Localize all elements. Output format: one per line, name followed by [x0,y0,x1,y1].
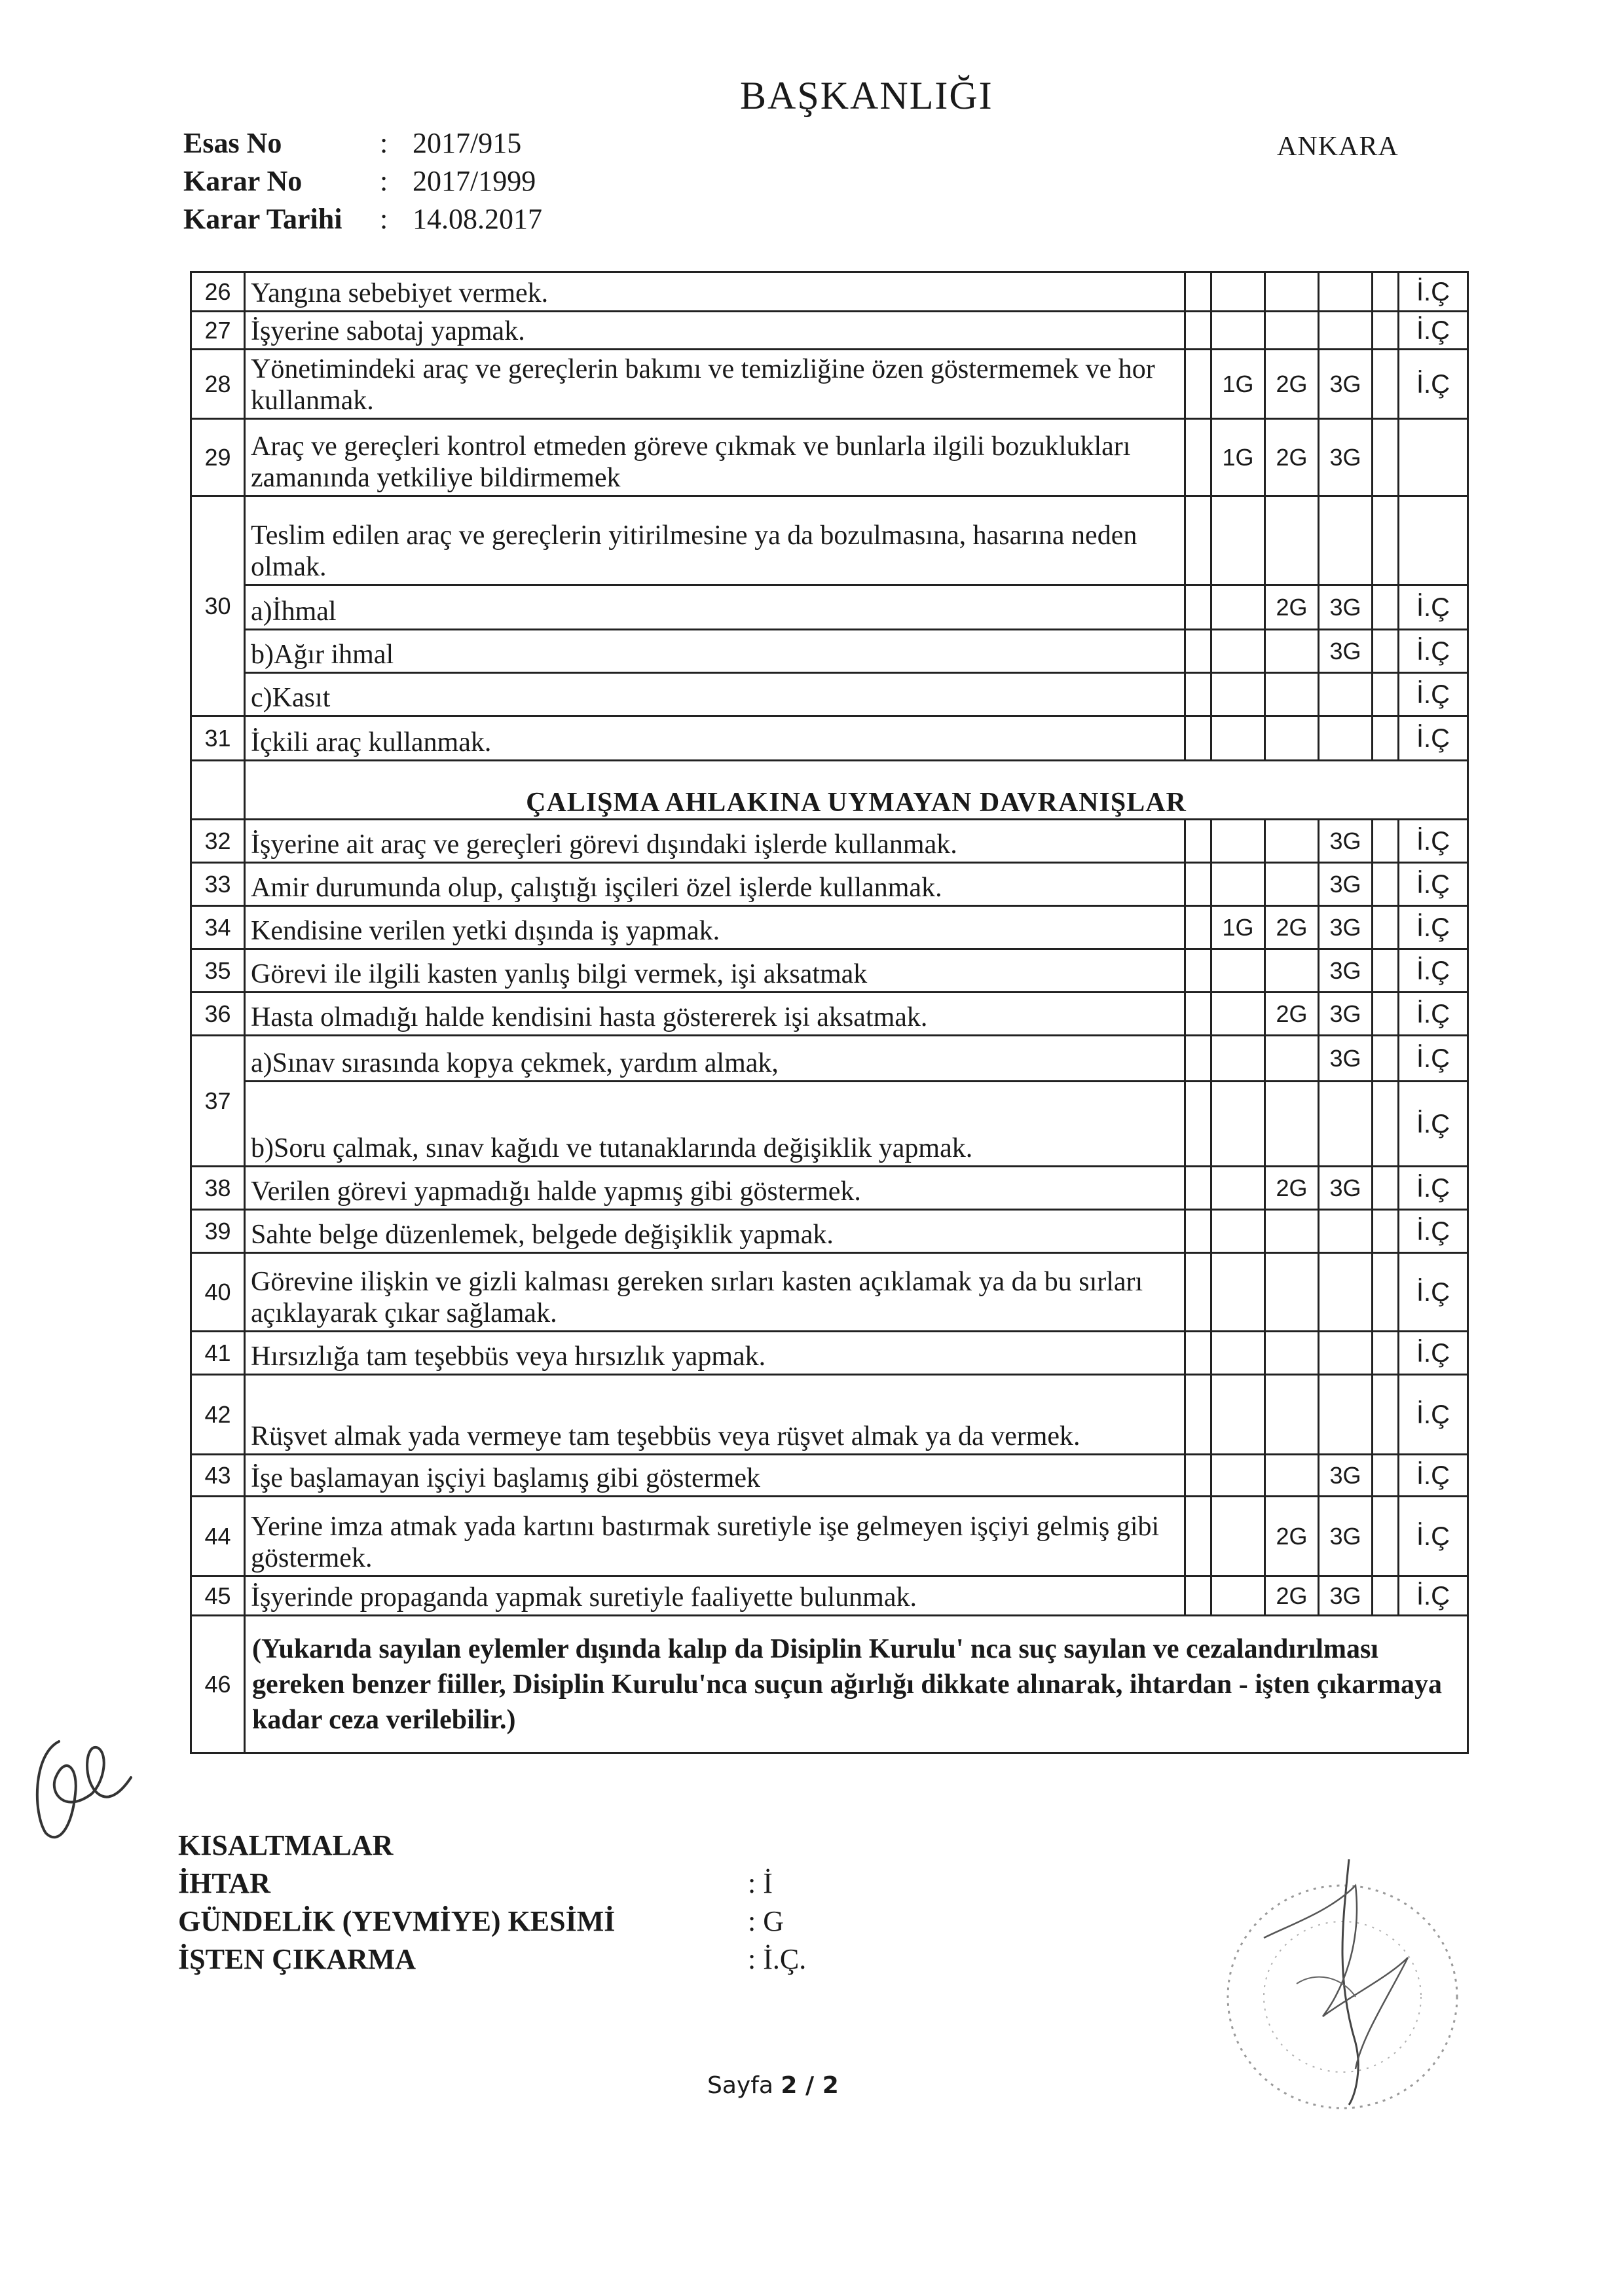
row-text: Yangına sebebiyet vermek. [245,272,1185,312]
empty-cell [1399,496,1468,585]
penalty-dismissal: İ.Ç [1399,1375,1468,1455]
empty-cell [1185,1082,1211,1167]
case-number-label: Esas No [183,127,282,159]
penalty-1g: 1G [1211,350,1265,419]
empty-cell [1211,1210,1265,1253]
case-number-value: 2017/915 [413,127,522,159]
row-text: İşyerine ait araç ve gereçleri görevi dışındaki işlerde kullanmak. [245,820,1185,863]
empty-cell [1185,419,1211,496]
decision-date-colon: : [380,203,388,235]
penalty-3g: 3G [1319,1167,1373,1210]
penalty-2g [1265,312,1319,350]
row-number: 44 [191,1497,245,1576]
row-subitem-text: a)Sınav sırasında kopya çekmek, yardım almak, [245,1036,1185,1082]
empty-cell [1265,1036,1319,1082]
penalty-2g: 2G [1265,1497,1319,1576]
table-row [191,1455,1468,1497]
row-subitem-text: c)Kasıt [245,673,1185,716]
page-current: 2 [781,2072,798,2099]
page-total: 2 [822,2072,839,2099]
table-row [191,1253,1468,1332]
penalty-2g: 2G [1265,1167,1319,1210]
handwritten-initials-signature [20,1715,151,1859]
abbreviation-term: İHTAR [178,1867,270,1899]
decision-date-row [183,200,542,238]
penalty-dismissal: İ.Ç [1399,350,1468,419]
penalty-dismissal: İ.Ç [1399,716,1468,761]
table-row [191,1616,1468,1753]
row-number: 33 [191,863,245,906]
empty-cell [1265,673,1319,716]
row-number: 45 [191,1576,245,1616]
penalty-dismissal: İ.Ç [1399,630,1468,673]
empty-cell [1211,1082,1265,1167]
penalty-3g: 3G [1319,630,1373,673]
penalty-dismissal: İ.Ç [1399,906,1468,949]
table-row [191,993,1468,1036]
empty-cell [1185,1210,1211,1253]
abbreviation-row [178,1903,806,1941]
penalty-dismissal: İ.Ç [1399,1036,1468,1082]
penalty-1g: 1G [1211,419,1265,496]
table-row [191,630,1468,673]
case-info [183,124,542,238]
penalty-3g: 3G [1319,1036,1373,1082]
penalty-3g: 3G [1319,993,1373,1036]
empty-cell [1265,630,1319,673]
row-number: 37 [191,1036,245,1167]
penalty-dismissal: İ.Ç [1399,673,1468,716]
empty-cell [1265,716,1319,761]
penalty-2g: 2G [1265,993,1319,1036]
penalty-dismissal: İ.Ç [1399,1332,1468,1375]
table-row [191,820,1468,863]
empty-cell [1211,716,1265,761]
empty-cell [1373,630,1399,673]
empty-cell [1185,1167,1211,1210]
empty-cell [1185,863,1211,906]
penalty-3g: 3G [1319,863,1373,906]
empty-cell [1265,949,1319,993]
row-text: Hırsızlığa tam teşebbüs veya hırsızlık yapmak. [245,1332,1185,1375]
empty-cell [1185,1497,1211,1576]
row-text: Teslim edilen araç ve gereçlerin yitirilmesine ya da bozulmasına, hasarına neden olmak. [245,496,1185,585]
abbreviation-value: : İ [748,1867,773,1899]
row-text: Görevine ilişkin ve gizli kalması gereken sırları kasten açıklamak ya da bu sırları açıklayarak çıkar sağlamak. [245,1253,1185,1332]
empty-cell [1373,1253,1399,1332]
penalty-table [190,271,1469,1754]
empty-cell [1319,1375,1373,1455]
empty-cell [1319,1082,1373,1167]
page-separator: / [797,2072,822,2099]
row-text: Sahte belge düzenlemek, belgede değişiklik yapmak. [245,1210,1185,1253]
row-text: Verilen görevi yapmadığı halde yapmış gibi göstermek. [245,1167,1185,1210]
penalty-dismissal: İ.Ç [1399,993,1468,1036]
table-row [191,1332,1468,1375]
table-row [191,1375,1468,1455]
table-row [191,496,1468,585]
abbreviation-term: GÜNDELİK (YEVMİYE) KESİMİ [178,1905,616,1937]
penalty-3g: 3G [1319,585,1373,630]
empty-cell [1319,673,1373,716]
table-row [191,1210,1468,1253]
decision-number-row [183,162,542,200]
empty-cell [1373,496,1399,585]
row-number: 42 [191,1375,245,1455]
empty-cell [1211,496,1265,585]
abbreviation-value: : G [748,1905,784,1937]
table-row [191,419,1468,496]
empty-cell [1211,630,1265,673]
empty-cell [1373,1036,1399,1082]
row-number: 34 [191,906,245,949]
empty-cell [1373,312,1399,350]
abbreviation-row [178,1865,806,1903]
row-text: İşe başlamayan işçiyi başlamış gibi göstermek [245,1455,1185,1497]
empty-cell [1185,1455,1211,1497]
decision-number-colon: : [380,165,388,197]
empty-cell [1211,863,1265,906]
empty-cell [1373,350,1399,419]
row-number: 28 [191,350,245,419]
empty-cell [1373,949,1399,993]
empty-cell [1373,1332,1399,1375]
empty-cell [1373,1375,1399,1455]
table-row [191,585,1468,630]
decision-number-label: Karar No [183,165,303,197]
row-text: Amir durumunda olup, çalıştığı işçileri özel işlerde kullanmak. [245,863,1185,906]
empty-cell [1373,1210,1399,1253]
section-heading: ÇALIŞMA AHLAKINA UYMAYAN DAVRANIŞLAR [245,761,1468,820]
row-number: 35 [191,949,245,993]
decision-date-label: Karar Tarihi [183,203,342,235]
row-subitem-text: b)Soru çalmak, sınav kağıdı ve tutanaklarında değişiklik yapmak. [245,1082,1185,1167]
row-text: Yerine imza atmak yada kartını bastırmak suretiyle işe gelmeyen işçiyi gelmiş gibi göstermek. [245,1497,1185,1576]
penalty-3g: 3G [1319,1497,1373,1576]
penalty-dismissal: İ.Ç [1399,863,1468,906]
empty-cell [1373,1082,1399,1167]
empty-cell [1185,1576,1211,1616]
penalty-1g [1211,312,1265,350]
table-row [191,312,1468,350]
empty-cell [1185,585,1211,630]
row-subitem-text: b)Ağır ihmal [245,630,1185,673]
abbreviation-term: İŞTEN ÇIKARMA [178,1943,416,1975]
empty-cell [1265,1253,1319,1332]
row-number: 36 [191,993,245,1036]
penalty-dismissal: İ.Ç [1399,272,1468,312]
penalty-3g: 3G [1319,820,1373,863]
penalty-2g: 2G [1265,1576,1319,1616]
empty-cell [1211,1167,1265,1210]
table-row [191,1497,1468,1576]
penalty-3g: 3G [1319,1455,1373,1497]
empty-cell [1211,1036,1265,1082]
penalty-2g: 2G [1265,419,1319,496]
row-text: İçkili araç kullanmak. [245,716,1185,761]
table-row [191,1167,1468,1210]
empty-cell [1265,820,1319,863]
penalty-3g: 3G [1319,419,1373,496]
empty-cell [1211,1375,1265,1455]
empty-cell [1185,496,1211,585]
abbreviations-title: KISALTMALAR [178,1829,394,1861]
penalty-2g: 2G [1265,585,1319,630]
empty-cell [1373,1167,1399,1210]
case-number-colon: : [380,127,388,159]
empty-cell [1185,1253,1211,1332]
empty-cell [1185,820,1211,863]
official-seal-stamp [1192,1846,1480,2121]
penalty-3g: 3G [1319,350,1373,419]
empty-cell [1211,1497,1265,1576]
row-text: İşyerinde propaganda yapmak suretiyle faaliyette bulunmak. [245,1576,1185,1616]
empty-cell [1185,1036,1211,1082]
city-label: ANKARA [1277,132,1399,162]
penalty-dismissal: İ.Ç [1399,312,1468,350]
header-authority-partial: BAŞKANLIĞI [740,74,993,117]
row-text: Yönetimindeki araç ve gereçlerin bakımı ve temizliğine özen göstermemek ve hor kullanmak. [245,350,1185,419]
row-number: 41 [191,1332,245,1375]
empty-cell [1185,673,1211,716]
empty-cell [1211,1332,1265,1375]
empty-cell [1373,585,1399,630]
empty-cell [1211,820,1265,863]
row-number: 26 [191,272,245,312]
empty-cell [1319,496,1373,585]
empty-cell [1185,630,1211,673]
decision-date-value: 14.08.2017 [413,203,542,235]
table-row [191,949,1468,993]
empty-cell [1373,419,1399,496]
section-row [191,761,1468,820]
row-number: 39 [191,1210,245,1253]
penalty-1g: 1G [1211,906,1265,949]
empty-cell [1185,949,1211,993]
empty-cell [1265,1210,1319,1253]
table-row [191,716,1468,761]
empty-cell [1211,585,1265,630]
row-text: Görevi ile ilgili kasten yanlış bilgi vermek, işi aksatmak [245,949,1185,993]
table-row [191,1082,1468,1167]
penalty-dismissal [1399,419,1468,496]
row-number: 29 [191,419,245,496]
empty-cell [1319,716,1373,761]
empty-cell [1319,1332,1373,1375]
empty-cell [1373,863,1399,906]
penalty-3g: 3G [1319,949,1373,993]
penalty-2g [1265,272,1319,312]
empty-cell [1211,993,1265,1036]
abbreviations [178,1827,806,1978]
empty-cell [1373,820,1399,863]
penalty-dismissal: İ.Ç [1399,1576,1468,1616]
case-number-row [183,124,542,162]
empty-cell [1373,1497,1399,1576]
row-number: 43 [191,1455,245,1497]
empty-cell [1211,1253,1265,1332]
row-number: 32 [191,820,245,863]
row-subitem-text: a)İhmal [245,585,1185,630]
penalty-3g: 3G [1319,906,1373,949]
empty-cell [1185,1375,1211,1455]
penalty-dismissal: İ.Ç [1399,1455,1468,1497]
empty-cell [1373,993,1399,1036]
penalty-dismissal: İ.Ç [1399,820,1468,863]
empty-cell [1211,949,1265,993]
empty-cell [1211,1455,1265,1497]
table-row [191,673,1468,716]
penalty-dismissal: İ.Ç [1399,1497,1468,1576]
penalty-3g [1319,312,1373,350]
table-row [191,350,1468,419]
table-row [191,863,1468,906]
table-row [191,1576,1468,1616]
empty-cell [1185,272,1211,312]
general-clause-text: (Yukarıda sayılan eylemler dışında kalıp da Disiplin Kurulu' nca suç sayılan ve cezalandırılması gereken benzer fiiller, Disiplin Kurulu'nca suçun ağırlığı dikkate alınarak, ihtardan - işten çıkarmaya kadar ceza verilebilir.) [245,1616,1468,1753]
row-number: 46 [191,1616,245,1753]
empty-cell [1185,716,1211,761]
penalty-dismissal: İ.Ç [1399,949,1468,993]
empty-cell [1185,906,1211,949]
row-number: 31 [191,716,245,761]
row-text: İşyerine sabotaj yapmak. [245,312,1185,350]
row-text: Araç ve gereçleri kontrol etmeden göreve çıkmak ve bunlarla ilgili bozuklukları zamanında yetkiliye bildirmemek [245,419,1185,496]
empty-cell [1265,1082,1319,1167]
empty-cell [1185,312,1211,350]
penalty-dismissal: İ.Ç [1399,585,1468,630]
empty-cell [1265,496,1319,585]
empty-cell [1265,863,1319,906]
empty-cell [1265,1332,1319,1375]
row-number: 30 [191,496,245,716]
penalty-dismissal: İ.Ç [1399,1082,1468,1167]
penalty-1g [1211,272,1265,312]
empty-cell [1265,1455,1319,1497]
empty-cell [1373,716,1399,761]
row-text: Kendisine verilen yetki dışında iş yapmak. [245,906,1185,949]
row-number: 40 [191,1253,245,1332]
penalty-2g: 2G [1265,906,1319,949]
empty-cell [1265,1375,1319,1455]
penalty-3g: 3G [1319,1576,1373,1616]
page-number [707,2072,839,2099]
empty-cell [1373,1576,1399,1616]
table-row [191,1036,1468,1082]
abbreviation-value: : İ.Ç. [748,1943,807,1975]
row-text: Rüşvet almak yada vermeye tam teşebbüs veya rüşvet almak ya da vermek. [245,1375,1185,1455]
penalty-dismissal: İ.Ç [1399,1253,1468,1332]
empty-cell [1185,993,1211,1036]
empty-cell [1373,673,1399,716]
abbreviation-row [178,1941,806,1978]
table-row [191,272,1468,312]
row-text: Hasta olmadığı halde kendisini hasta göstererek işi aksatmak. [245,993,1185,1036]
empty-cell [191,761,245,820]
penalty-3g [1319,272,1373,312]
row-number: 27 [191,312,245,350]
empty-cell [1373,1455,1399,1497]
empty-cell [1319,1253,1373,1332]
penalty-2g: 2G [1265,350,1319,419]
empty-cell [1185,350,1211,419]
penalty-dismissal: İ.Ç [1399,1210,1468,1253]
empty-cell [1211,1576,1265,1616]
empty-cell [1185,1332,1211,1375]
row-number: 38 [191,1167,245,1210]
penalty-dismissal: İ.Ç [1399,1167,1468,1210]
empty-cell [1211,673,1265,716]
empty-cell [1373,906,1399,949]
table-row [191,906,1468,949]
page-label: Sayfa [707,2072,781,2099]
empty-cell [1373,272,1399,312]
decision-number-value: 2017/1999 [413,165,536,197]
empty-cell [1319,1210,1373,1253]
